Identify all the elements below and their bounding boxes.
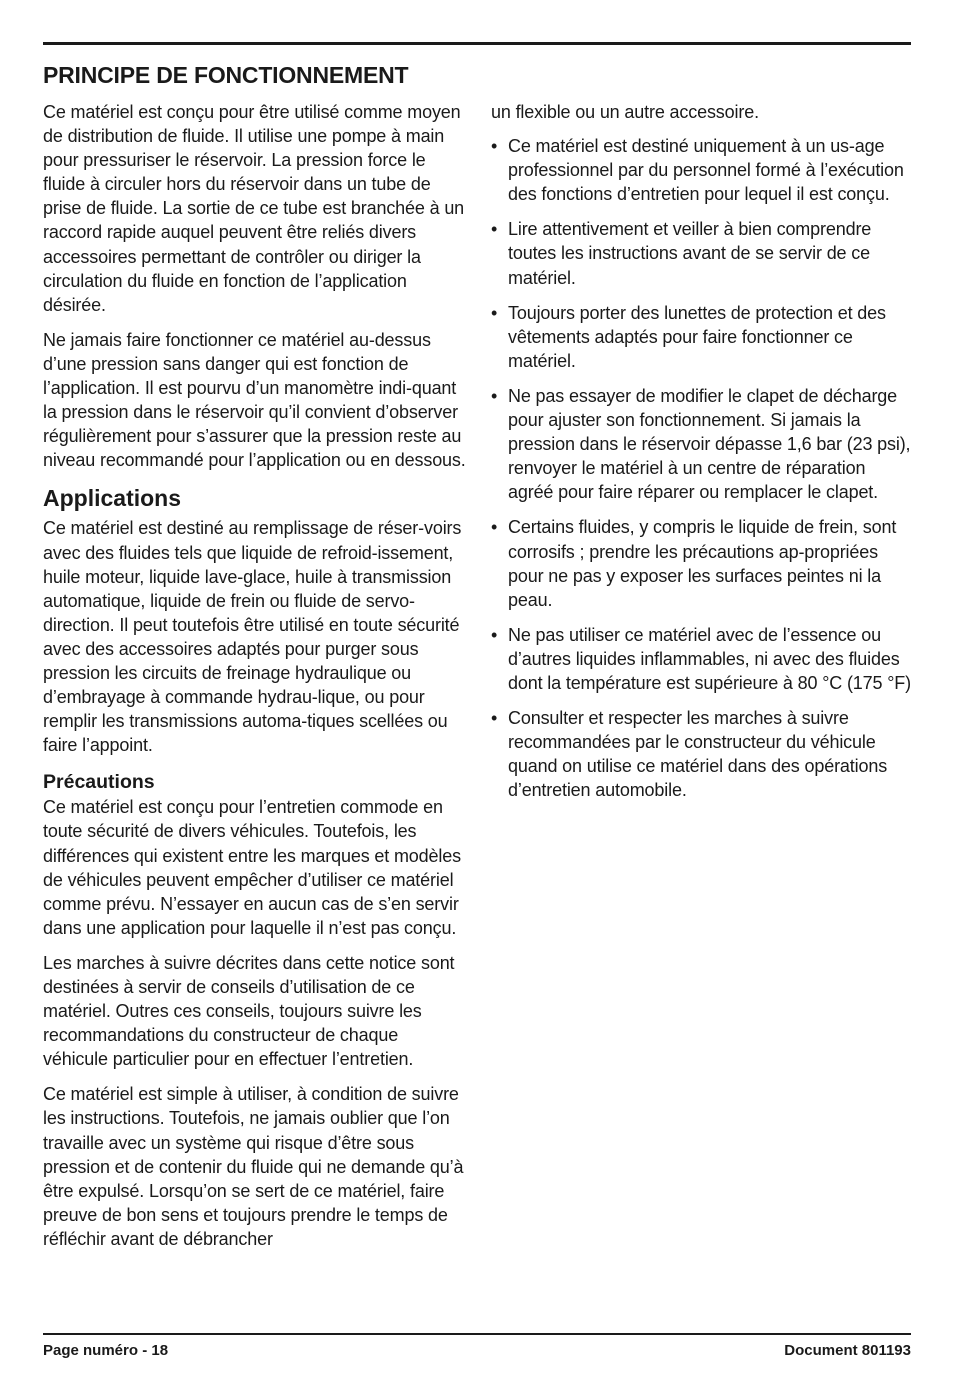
top-rule [43, 42, 911, 45]
bullet-icon: • [491, 136, 498, 157]
bullet-text: Certains fluides, y compris le liquide de frein, sont corrosifs ; prendre les précautions ap-propriées pour ne pas y exposer les surfaces peintes ni la peau. [508, 517, 897, 610]
precautions-paragraph-3: Ce matériel est simple à utiliser, à condition de suivre les instructions. Toutefois, ne jamais oublier que l’on travaille avec un système qui risque d’être sous pression et de contenir du fluide qui ne demande qu’à être expulsé. Lorsqu’on se sert de ce matériel, faire preuve de bon sens et toujours prendre le temps de réfléchir avant de débrancher [43, 1084, 464, 1249]
page-number: Page numéro - 18 [43, 1342, 169, 1359]
continuation-text: un flexible ou un autre accessoire. [491, 102, 759, 122]
bullet-icon: • [491, 302, 498, 323]
list-item [491, 301, 915, 373]
list-item [491, 623, 915, 695]
safety-bullet-list [491, 134, 915, 802]
bullet-icon: • [491, 385, 498, 406]
precautions-heading: Précautions [43, 771, 155, 794]
bullet-text: Consulter et respecter les marches à suivre recommandées par le constructeur du véhicule quand on utilise ce matériel dans des opérations d’entretien automobile. [508, 708, 888, 801]
applications-heading: Applications [43, 485, 182, 512]
bullet-text: Ne pas essayer de modifier le clapet de décharge pour ajuster son fonctionnement. Si jamais la pression dans le réservoir dépasse 1,6 bar (23 psi), renvoyer le matériel à un centre de réparation agréé pour faire réparer ou remplacer le clapet. [508, 385, 911, 503]
list-item [491, 706, 915, 802]
bullet-icon: • [491, 708, 498, 729]
bullet-icon: • [491, 624, 498, 645]
right-column [491, 100, 915, 813]
intro-paragraph-1: Ce matériel est conçu pour être utilisé comme moyen de distribution de fluide. Il utilise une pompe à main pour pressuriser le réservoir. La pression force le fluide à circuler hors du réservoir dans un tube de prise de fluide. La sortie de ce tube est branchée à un raccord rapide auquel peuvent être reliés divers accessoires permettant de contrôler ou diriger la circulation du fluide en fonction de l’application désirée. [43, 102, 465, 315]
bullet-text: Lire attentivement et veiller à bien comprendre toutes les instructions avant de se servir de ce matériel. [508, 219, 872, 288]
applications-paragraph: Ce matériel est destiné au remplissage de réser-voirs avec des fluides tels que liquide de refroid-issement, huile moteur, liquide lave-glace, huile à transmission automatique, liquide de frein ou fluide de servo-direction. Il peut toutefois être utilisé en toute sécurité avec des accessoires adaptés pour purger sous pression les circuits de freinage hydraulique ou d’embrayage à commande hydrau-lique, ou pour remplir les transmissions automa-tiques scellées ou faire l’appoint. [43, 518, 462, 756]
document-number: Document 801193 [784, 1342, 911, 1359]
bullet-icon: • [491, 219, 498, 240]
list-item [491, 384, 915, 504]
bullet-text: Ce matériel est destiné uniquement à un us-age professionnel par du personnel formé à l’exécution des fonctions d’entretien pour lequel il est conçu. [508, 136, 904, 205]
bullet-text: Toujours porter des lunettes de protection et des vêtements adaptés pour faire fonctionner ce matériel. [508, 302, 886, 371]
precautions-paragraph-1: Ce matériel est conçu pour l’entretien commode en toute sécurité de divers véhicules. Toutefois, les différences qui existent entre les marques et modèles de véhicules peuvent empêcher d’utiliser ce matériel comme prévu. N’essayer en aucun cas de s’en servir dans une application pour laquelle il n’est pas conçu. [43, 797, 461, 938]
left-column [43, 100, 467, 1251]
bullet-text: Ne pas utiliser ce matériel avec de l’essence ou d’autres liquides inflammables, ni avec des fluides dont la température est supérieure à 80 °C (175 °F) [508, 624, 911, 693]
precautions-paragraph-2: Les marches à suivre décrites dans cette notice sont destinées à servir de conseils d’utilisation de ce matériel. Outres ces conseils, toujours suivre les recommandations du constructeur de chaque véhicule particulier pour en effectuer l’entretien. [43, 952, 455, 1070]
bottom-rule [43, 1333, 911, 1335]
intro-paragraph-2: Ne jamais faire fonctionner ce matériel au-dessus d’une pression sans danger qui est fonction de l’application. Il est pourvu d’un manomètre indi-quant la pression dans le réservoir qu’il convient d’observer régulièrement pour s’assurer que la pression reste au niveau recommandé pour l’application ou en dessous. [43, 329, 466, 471]
list-item [491, 217, 915, 289]
list-item [491, 134, 915, 206]
page-title: PRINCIPE DE FONCTIONNEMENT [43, 62, 409, 88]
list-item [491, 515, 915, 611]
bullet-icon: • [491, 517, 498, 538]
